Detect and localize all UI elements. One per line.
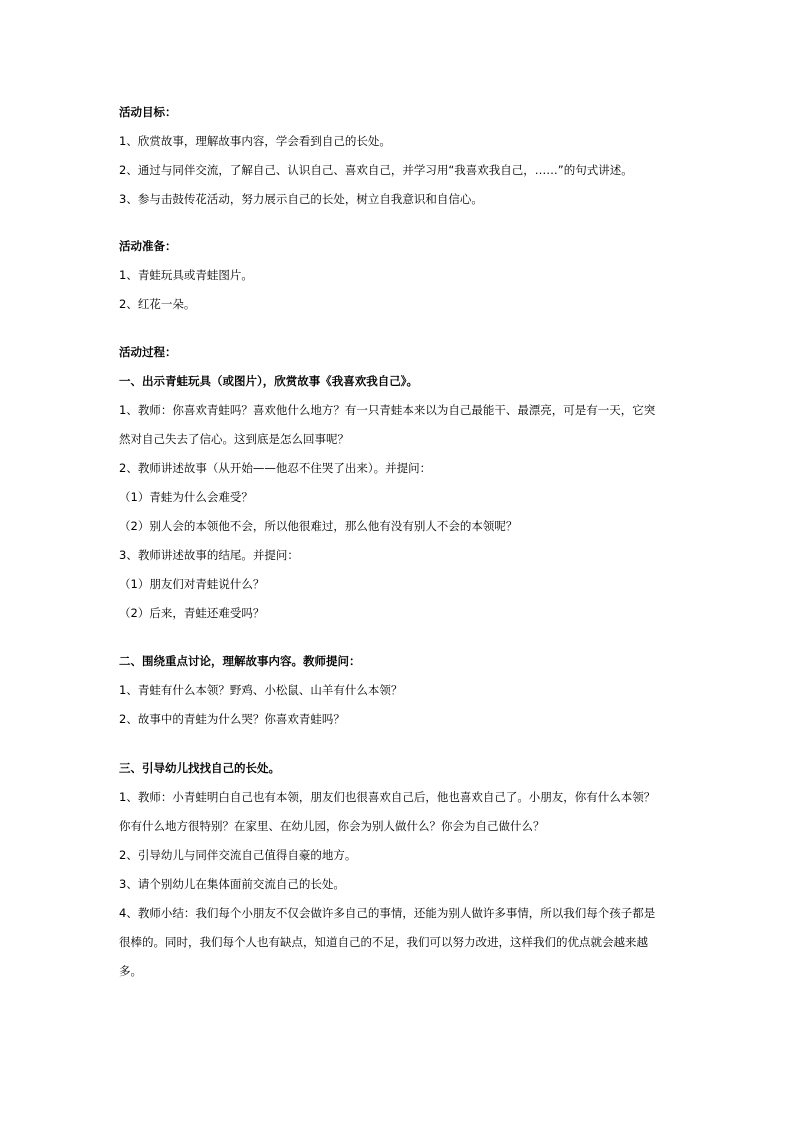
goal-item: 3、参与击鼓传花活动，努力展示自己的长处，树立自我意识和自信心。 [119,192,483,206]
part3-line: 2、引导幼儿与同伴交流自己值得自豪的地方。 [119,848,357,862]
part1-line: （1）青蛙为什么会难受？ [119,490,253,504]
process-heading: 活动过程： [119,345,177,359]
part1-line: （1）朋友们对青蛙说什么？ [119,577,265,591]
part1-line: 3、教师讲述故事的结尾。并提问： [119,548,299,562]
preparation-item: 2、红花一朵。 [119,297,196,311]
part3-line: 1、教师：小青蛙明白自己也有本领，朋友们也很喜欢自己后，他也喜欢自己了。小朋友，你有什么本领？ [119,790,656,804]
part1-line: 1、教师：你喜欢青蛙吗？喜欢他什么地方？有一只青蛙本来以为自己最能干、最漂亮，可是有一天，它突 [119,403,656,417]
part3-line: 4、教师小结：我们每个小朋友不仅会做许多自己的事情，还能为别人做许多事情，所以我们每个孩子都是 [119,906,656,920]
part3-line: 很棒的。同时，我们每个人也有缺点，知道自己的不足，我们可以努力改进，这样我们的优点就会越来越 [119,935,648,949]
part1-line: 2、教师讲述故事（从开始——他忍不住哭了出来）。并提问： [119,461,432,475]
part2-line: 1、青蛙有什么本领？野鸡、小松鼠、山羊有什么本领？ [119,683,403,697]
part2-title: 二、围绕重点讨论，理解故事内容。教师提问： [119,654,361,668]
goal-item: 2、通过与同伴交流，了解自己、认识自己、喜欢自己，并学习用“我喜欢我自己，……”的句式讲述。 [119,163,633,177]
part1-line: 然对自己失去了信心。这到底是怎么回事呢？ [119,432,349,446]
part1-title: 一、出示青蛙玩具（或图片），欣赏故事《我喜欢我自己》。 [119,374,418,388]
goals-heading: 活动目标： [119,105,177,119]
preparation-item: 1、青蛙玩具或青蛙图片。 [119,268,253,282]
goal-item: 1、欣赏故事，理解故事内容，学会看到自己的长处。 [119,134,391,148]
part3-title: 三、引导幼儿找找自己的长处。 [119,761,280,775]
preparation-heading: 活动准备： [119,239,177,253]
part1-line: （2）后来，青蛙还难受吗？ [119,606,265,620]
part3-line: 3、请个别幼儿在集体面前交流自己的长处。 [119,877,345,891]
part3-line: 你有什么地方很特别？在家里、在幼儿园，你会为别人做什么？你会为自己做什么？ [119,819,545,833]
part1-line: （2）别人会的本领他不会，所以他很难过，那么他有没有别人不会的本领呢？ [119,519,518,533]
part2-line: 2、故事中的青蛙为什么哭？你喜欢青蛙吗？ [119,712,345,726]
part3-line: 多。 [119,964,142,978]
